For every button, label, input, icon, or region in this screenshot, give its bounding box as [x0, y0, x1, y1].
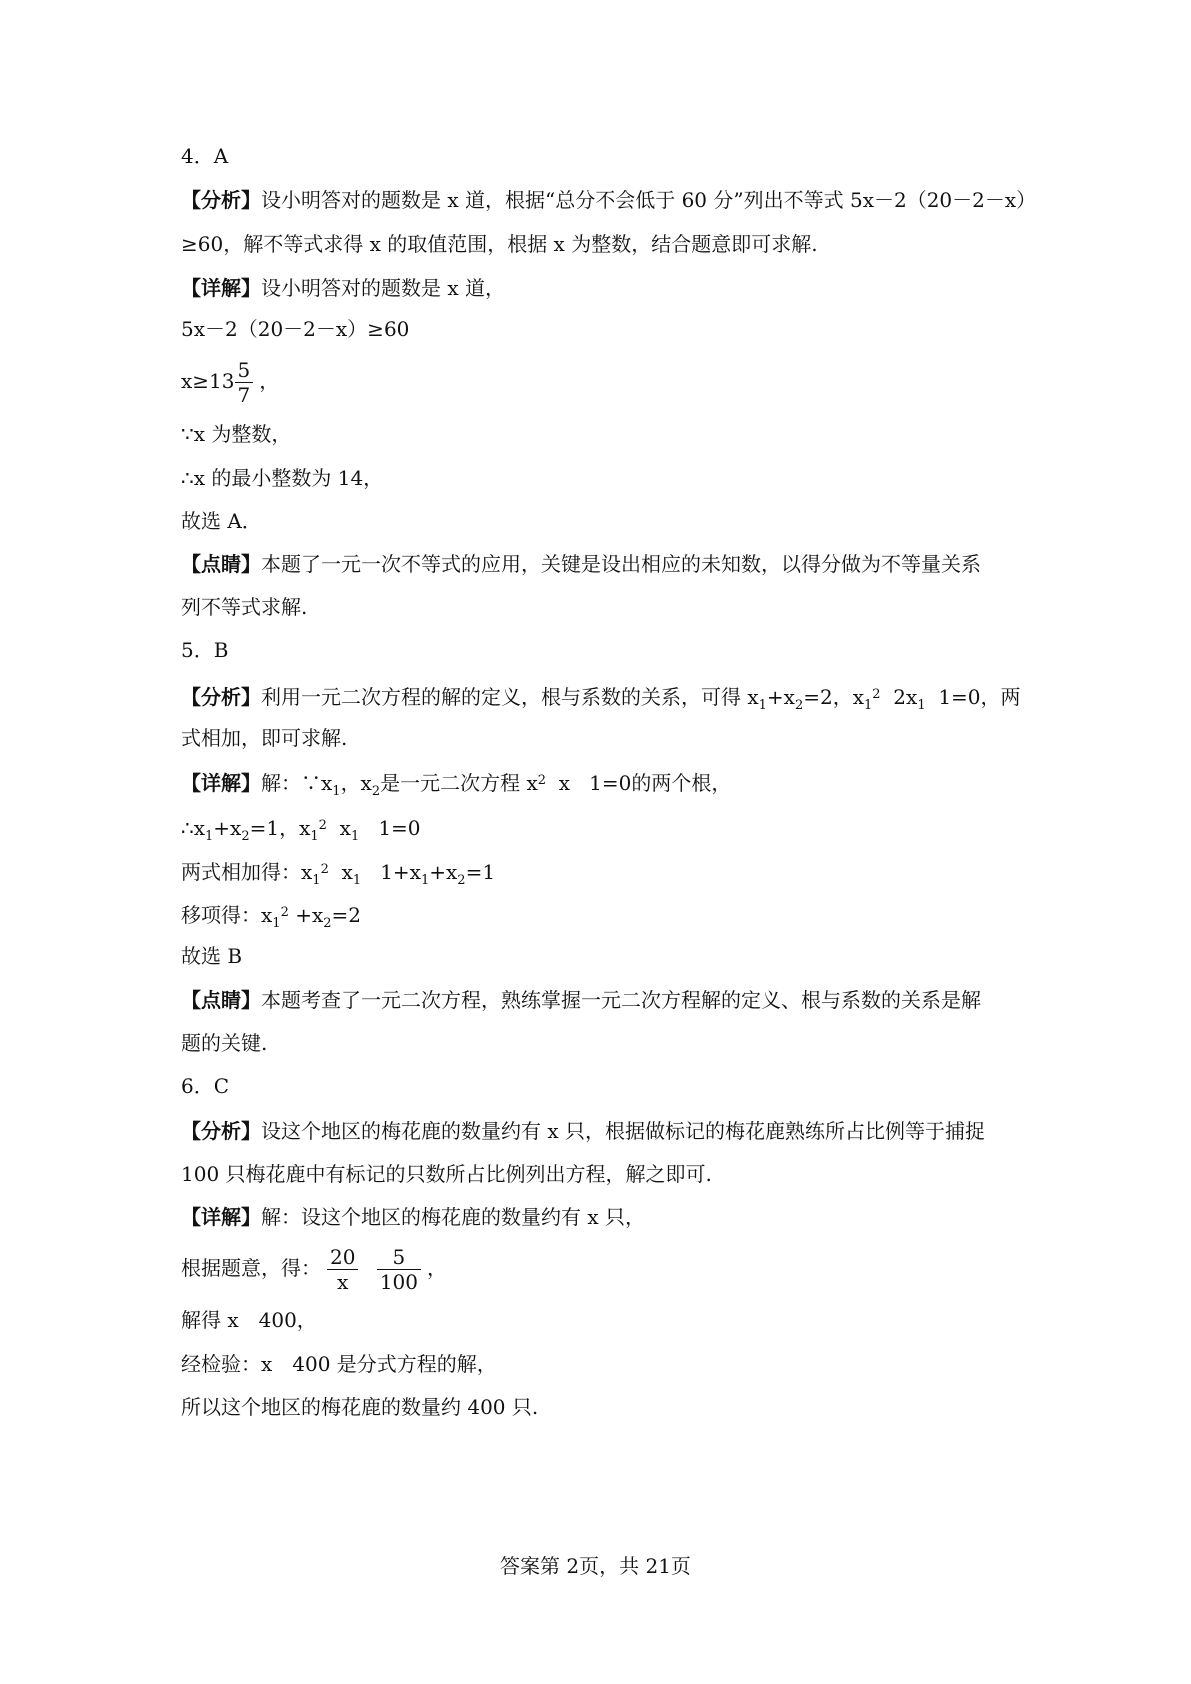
q4-comment-line2: 列不等式求解. — [181, 595, 308, 619]
q4-since-line: ∵x 为整数， — [181, 422, 292, 446]
comment-tag: 【点睛】 — [181, 988, 261, 1012]
q6-equation-line: 根据题意，得： $\frac{20}{x}$ $\frac{5}{100}$ ， — [181, 1245, 447, 1294]
analysis-tag: 【分析】 — [181, 188, 261, 212]
q6-detail-line1: 【详解】解：设这个地区的梅花鹿的数量约有 x 只， — [181, 1205, 645, 1229]
q5-choose-line: 故选 B — [181, 944, 243, 968]
q5-analysis-line2: 式相加，即可求解. — [181, 726, 348, 750]
q4-comment-line1: 【点睛】本题了一元一次不等式的应用，关键是设出相应的未知数，以得分做为不等量关系 — [181, 552, 981, 576]
q4-header: 4．A — [181, 144, 229, 168]
page-footer: 答案第 2页，共 21页 — [500, 1554, 691, 1578]
q5-add-line: 两式相加得：$x_1^2$ $x_1$ $1+x_1+x_2=1$ — [181, 860, 496, 888]
q6-analysis-line1: 【分析】设这个地区的梅花鹿的数量约有 x 只，根据做标记的梅花鹿熟练所占比例等于捕捉 — [181, 1119, 985, 1143]
fraction-5-over-100: $\frac{5}{100}$ — [377, 1245, 421, 1294]
q6-check-line: 经检验：x 400 是分式方程的解， — [181, 1352, 497, 1376]
q4-detail-line1: 【详解】设小明答对的题数是 x 道， — [181, 276, 505, 300]
q6-conclusion-line: 所以这个地区的梅花鹿的数量约 400 只. — [181, 1395, 539, 1419]
detail-tag: 【详解】 — [181, 1205, 261, 1229]
comment-tag: 【点睛】 — [181, 552, 261, 576]
q4-analysis-line2: ≥60，解不等式求得 x 的取值范围，根据 x 为整数，结合题意即可求解. — [181, 232, 818, 256]
q6-analysis-line2: 100 只梅花鹿中有标记的只数所占比例列出方程，解之即可. — [181, 1162, 712, 1186]
mixed-fraction: $\frac{5}{7}$ — [235, 358, 254, 407]
detail-tag: 【详解】 — [181, 771, 261, 795]
q5-sum-product-line: $\therefore x_1+x_2=1$，$x_1^2$ $x_1$ 1=0 — [181, 816, 421, 844]
q5-header: 5．B — [181, 638, 229, 662]
fraction-20-over-x: $\frac{20}{x}$ — [327, 1245, 358, 1294]
q5-move-line: 移项得：$x_1^2 +x_2=2$ — [181, 903, 362, 931]
analysis-tag: 【分析】 — [181, 685, 261, 709]
q5-comment-line2: 题的关键. — [181, 1031, 268, 1055]
detail-tag: 【详解】 — [181, 276, 261, 300]
q4-equation1: 5x－2（20－2－x）≥60 — [181, 317, 410, 341]
q6-header: 6．C — [181, 1074, 230, 1098]
q4-equation2: x≥13 $\frac{5}{7}$ ， — [181, 358, 280, 407]
q5-comment-line1: 【点睛】本题考查了一元二次方程，熟练掌握一元二次方程解的定义、根与系数的关系是解 — [181, 988, 981, 1012]
q5-detail-line1: 【详解】解：$\because x_1$，$x_2$是一元二次方程 $x^2$ x 1=0的两个根， — [181, 771, 732, 799]
q4-analysis-line1: 【分析】设小明答对的题数是 x 道，根据“总分不会低于 60 分”列出不等式 5x－2（20－2－x） — [181, 188, 1037, 212]
q5-analysis-line1: 【分析】利用一元二次方程的解的定义，根与系数的关系，可得 $x_1+x_2=2$，$x_1^2$ $2x_1$ 1=0，两 — [181, 685, 1021, 713]
q4-choose-line: 故选 A． — [181, 509, 262, 533]
analysis-tag: 【分析】 — [181, 1119, 261, 1143]
q6-solve-line: 解得 x 400， — [181, 1308, 317, 1332]
q4-therefore-line: ∴x 的最小整数为 14， — [181, 466, 384, 490]
